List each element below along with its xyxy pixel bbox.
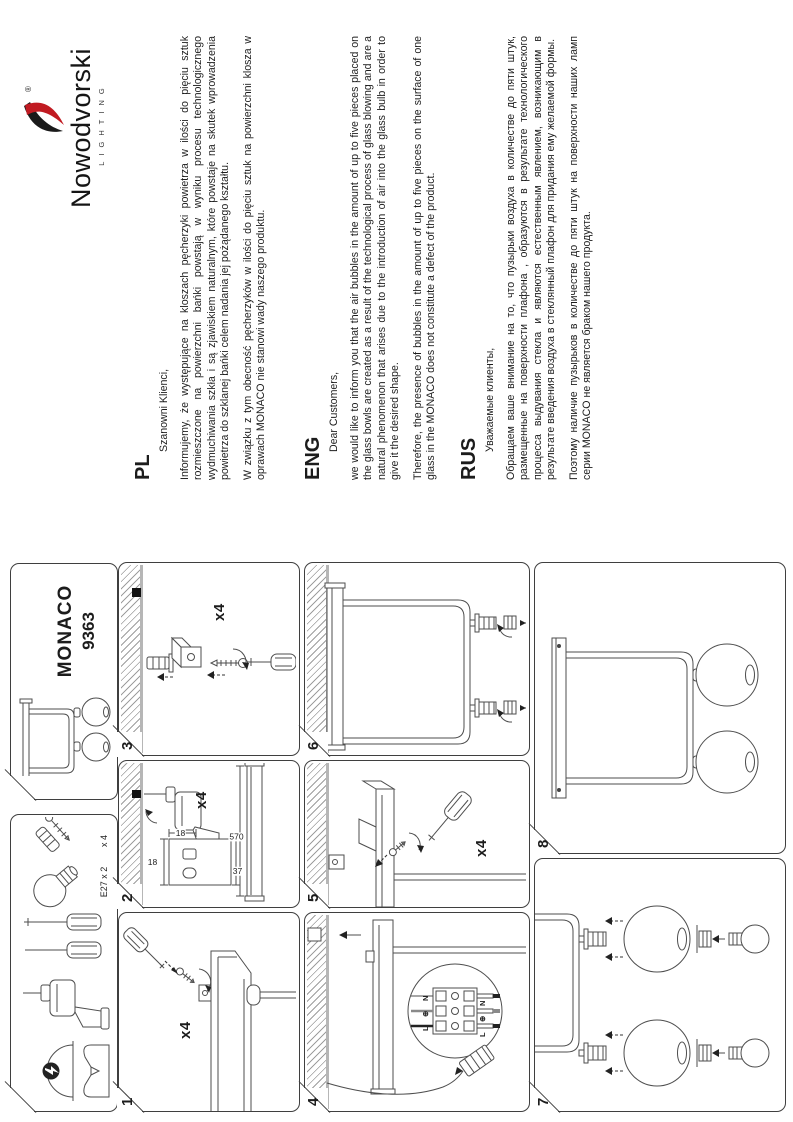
registered-mark: ®	[24, 86, 33, 92]
lang-heading: RUS	[458, 437, 480, 480]
arm-joint	[247, 985, 260, 1005]
step6-drawing	[305, 565, 526, 755]
terminal-label: N	[478, 1000, 487, 1006]
step1-drawing	[119, 915, 296, 1111]
required-tools-box	[10, 814, 118, 1112]
dimension-label: 570	[229, 831, 244, 842]
wall-plug-icon	[147, 654, 173, 672]
step-number: 3	[119, 741, 136, 750]
frame-outer	[566, 652, 693, 784]
step4-drawing	[305, 915, 526, 1111]
notice-paragraph: Therefore, the presence of bubbles in the amount of up to five pieces on the surface of one glass in the MONACO does not constitute a defect of the product.	[411, 36, 438, 480]
dimension-label: 18	[147, 856, 158, 867]
notice-paragraph: W związku z tym obecność pęcherzyków w ilości do pięciu sztuk na powierzchni klosza w oprawach MONACO nie stanowi wady naszego produktu.	[241, 36, 268, 480]
flat-screwdriver-icon	[25, 942, 101, 958]
quantity-label: x4	[177, 1021, 194, 1039]
notice-section-rus	[458, 36, 594, 480]
terminal-label: ⊕	[478, 1015, 487, 1022]
notice-paragraph: Обращаем ваше внимание на то, что пузырьки воздуха в количестве до пяти штук, размещенные на поверхности плафона , образуются в результате технологического процесса выдувания стекла и являются естественным явлением, возникающим в результате введения воздуха в стеклянный плафон для придания ему желаемой формы.	[505, 36, 558, 480]
step-number: 1	[119, 1097, 136, 1106]
lamp-socket	[470, 699, 496, 717]
greeting: Уважаемые клиенты,	[484, 347, 496, 452]
notice-paragraph: we would like to inform you that the air bubbles in the amount of up to five pieces placed on the glass bowls are created as a result of the technological process of glass blowing and are a natural phenomenon that arises due to the introduction of air into the glass bulb in order to give it the desired shape.	[349, 36, 402, 480]
mounting-bar	[373, 920, 393, 1092]
mounting-bar	[552, 638, 566, 798]
brand-tagline: LIGHTING	[97, 82, 106, 166]
quantity-label: x4	[193, 791, 210, 809]
step-panel-7	[534, 858, 786, 1112]
frame-inner	[343, 606, 464, 738]
step-panel-4	[304, 912, 530, 1112]
corner-cut	[9, 1088, 34, 1113]
glass-sphere	[624, 906, 690, 972]
product-title	[55, 575, 99, 687]
electrician-icon	[43, 1041, 110, 1101]
screwdriver-icon	[122, 926, 169, 973]
glass-sphere	[624, 1020, 690, 1086]
frame-inner	[566, 658, 687, 778]
mains-outlet-box	[308, 928, 321, 941]
notice-paragraph: Informujemy, że występujące na kloszach pęcherzyki powietrza w ilości do pięciu sztuk rozmieszczone na powierzchni bańki powstają w wyniku procesu technologicznego wydmuchiwania szkła i są zjawiskiem naturalnym, które powstaje na skutek wprowadzenia powietrza do szklanej bańki celem nadania jej pożądanego kształtu.	[179, 36, 232, 480]
brand-swoosh-icon	[22, 92, 66, 138]
glass-sphere	[696, 644, 758, 706]
step-panel-2	[118, 760, 300, 908]
brand-logo	[22, 14, 114, 242]
terminal-label: ⊕	[421, 1010, 430, 1017]
wall-plug-screw-icon	[31, 817, 72, 854]
greeting: Dear Customers,	[328, 371, 340, 452]
mounting-bar	[376, 789, 394, 907]
corner-cut	[9, 776, 34, 801]
quantity-label: x4	[473, 839, 490, 857]
ceiling-bracket	[329, 855, 344, 869]
bulb-icon	[27, 857, 85, 913]
frame-outer	[343, 600, 470, 744]
lamp-socket	[470, 614, 496, 632]
step-number: 8	[535, 839, 552, 848]
frame-outer	[535, 914, 579, 1052]
step-number: 2	[119, 893, 136, 902]
step-panel-8	[534, 562, 786, 854]
bulb-spec-label: E27 x 2	[99, 866, 109, 898]
lang-heading: ENG	[302, 436, 324, 480]
step7-drawing	[535, 861, 782, 1111]
drill-icon	[23, 980, 109, 1029]
phillips-screwdriver-icon	[24, 914, 101, 930]
step-number: 5	[305, 893, 322, 902]
step-panel-5	[304, 760, 530, 908]
mounting-bar	[327, 585, 343, 748]
step2-drawing	[119, 763, 296, 907]
shade-ring	[497, 616, 526, 637]
shade-ring	[497, 701, 526, 722]
glass-assembly	[579, 906, 769, 972]
step-number: 7	[535, 1097, 552, 1106]
dimension-label: 18	[175, 827, 186, 838]
screwdriver-icon	[423, 789, 474, 845]
corner-bracket-icon	[172, 638, 201, 667]
terminal-label: N	[421, 995, 430, 1001]
step-panel-1	[118, 912, 300, 1112]
notice-paragraph: Поэтому наличие пузырьков в количестве до пяти штук на поверхности наших ламп серии MONACO не является браком нашего продукта.	[567, 36, 594, 480]
step3-drawing	[119, 565, 296, 755]
brand-name: Nowodvorski	[66, 47, 96, 209]
notice-section-pl	[132, 36, 268, 480]
screw-icon	[211, 659, 248, 668]
step8-drawing	[535, 565, 782, 853]
step5-drawing	[305, 763, 526, 907]
product-box	[10, 563, 118, 800]
step-number: 6	[305, 741, 322, 750]
screwdriver-icon	[247, 654, 296, 670]
product-name: MONACO	[55, 584, 76, 678]
mounting-clip	[366, 951, 374, 962]
product-code: 9363	[79, 612, 98, 650]
glass-assembly	[579, 1020, 769, 1086]
quantity-label: x4	[211, 603, 228, 621]
bulb-icon	[741, 925, 769, 953]
step-panel-3	[118, 562, 300, 756]
plug-qty-label: x 4	[99, 835, 109, 848]
dimension-label: 37	[232, 865, 243, 876]
greeting: Szanowni Klienci,	[158, 368, 170, 452]
notice-section-eng	[302, 36, 438, 480]
bulb-icon	[741, 1039, 769, 1067]
frame-inner	[535, 920, 573, 1046]
screw-icon	[175, 967, 196, 986]
terminal-label: L	[478, 1032, 487, 1037]
terminal-label: L	[421, 1026, 430, 1031]
glass-sphere	[696, 731, 758, 793]
step-number: 4	[305, 1097, 322, 1106]
step-panel-6	[304, 562, 530, 756]
lang-heading: PL	[132, 454, 154, 480]
